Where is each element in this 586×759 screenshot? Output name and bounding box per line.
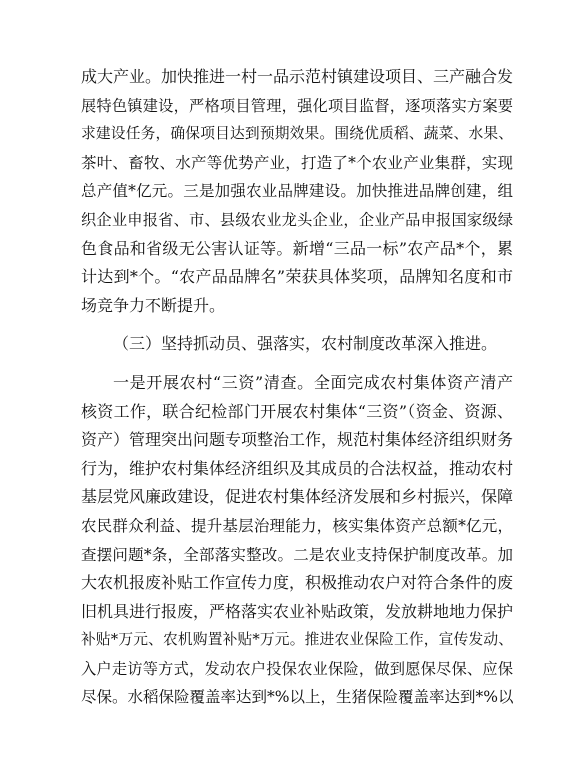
text-line: 一是开展农村“三资”清查。全面完成农村集体资产清产 [113,372,513,392]
text-line: 基层党风廉政建设，促进农村集体经济发展和乡村振兴，保障 [81,487,513,507]
text-line: 大农机报废补贴工作宣传力度，积极推动农户对符合条件的废 [81,573,513,593]
text-line: 展特色镇建设，严格项目管理，强化项目监督，逐项落实方案要 [81,96,513,115]
text-line: 旧机具进行报废，严格落实农业补贴政策，发放耕地地力保护 [81,601,513,621]
text-line: 茶叶、畜牧、水产等优势产业，打造了*个农业产业集群，实现 [81,153,513,172]
text-line: 色食品和省级无公害认证等。新增“三品一标”农产品*个，累 [81,238,513,258]
paragraph-gap [81,320,513,330]
text-line: 尽保。水稻保险覆盖率达到*%以上，生猪保险覆盖率达到*%以 [81,688,513,707]
text-line: 计达到*个。“农产品品牌名”荣获具体奖项，品牌知名度和市 [81,267,513,287]
document-body [81,63,513,712]
text-line: 总产值*亿元。三是加强农业品牌建设。加快推进品牌创建，组 [81,182,513,201]
text-line: 农民群众利益、提升基层治理能力，核实集体资产总额*亿元， [81,516,513,535]
text-line: 核资工作，联合纪检部门开展农村集体“三资”（资金、资源、 [81,401,513,421]
section-heading: （三）坚持抓动员、强落实，农村制度改革深入推进。 [113,334,498,354]
text-line: 场竞争力不断提升。 [81,295,226,315]
text-line: 查摆问题*条，全部落实整改。二是农业支持保护制度改革。加 [81,545,513,564]
text-line: 织企业申报省、市、县级农业龙头企业，企业产品申报国家级绿 [81,210,513,229]
paragraph-gap [81,359,513,369]
text-line: 入户走访等方式，发动农户投保农业保险，做到愿保尽保、应保 [81,659,513,678]
text-line: 行为，维护农村集体经济组织及其成员的合法权益，推动农村 [81,458,513,478]
text-line: 成大产业。加快推进一村一品示范村镇建设项目、三产融合发 [81,67,513,86]
text-line: 求建设任务，确保项目达到预期效果。围绕优质稻、蔬菜、水果、 [81,125,513,143]
text-line: 资产）管理突出问题专项整治工作，规范村集体经济组织财务 [81,430,513,450]
text-line: 补贴*万元、农机购置补贴*万元。推进农业保险工作，宣传发动、 [81,631,513,649]
